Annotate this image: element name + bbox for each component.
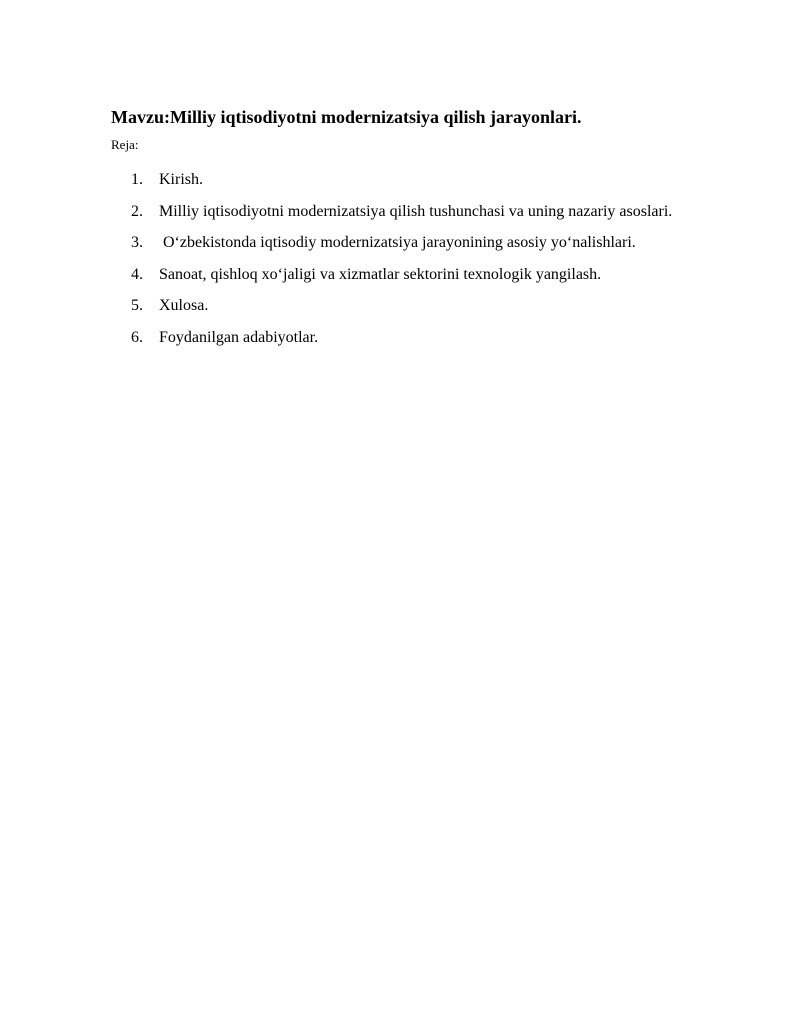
plan-item-1 bbox=[131, 164, 744, 196]
plan-item-number: 3. bbox=[131, 234, 143, 251]
plan-item-number: 6. bbox=[131, 328, 143, 346]
plan-item-text: Xulosa. bbox=[159, 297, 209, 314]
plan-item-text: Kirish. bbox=[159, 171, 203, 188]
plan-heading: Reja: bbox=[111, 137, 139, 152]
plan-item-number: 5. bbox=[131, 297, 143, 314]
plan-item-3 bbox=[131, 227, 744, 259]
plan-item-number: 2. bbox=[131, 202, 143, 220]
document-title: Mavzu:Milliy iqtisodiyotni modernizatsiya qilish jarayonlari. bbox=[111, 107, 582, 127]
plan-item-2 bbox=[131, 196, 744, 228]
plan-item-text: Sanoat, qishloq xo‘jaligi va xizmatlar sektorini texnologik yangilash. bbox=[159, 265, 602, 283]
plan-item-text: Foydanilgan adabiyotlar. bbox=[159, 328, 319, 346]
plan-item-number: 4. bbox=[131, 265, 143, 283]
plan-item-5 bbox=[131, 290, 744, 322]
plan-item-number: 1. bbox=[131, 171, 143, 188]
plan-item-text: O‘zbekistonda iqtisodiy modernizatsiya jarayonining asosiy yo‘nalishlari. bbox=[159, 234, 636, 251]
plan-list bbox=[131, 164, 744, 353]
plan-item-6 bbox=[131, 322, 744, 354]
plan-item-text: Milliy iqtisodiyotni modernizatsiya qilish tushunchasi va uning nazariy asoslari. bbox=[159, 202, 673, 220]
plan-item-4 bbox=[131, 259, 744, 291]
